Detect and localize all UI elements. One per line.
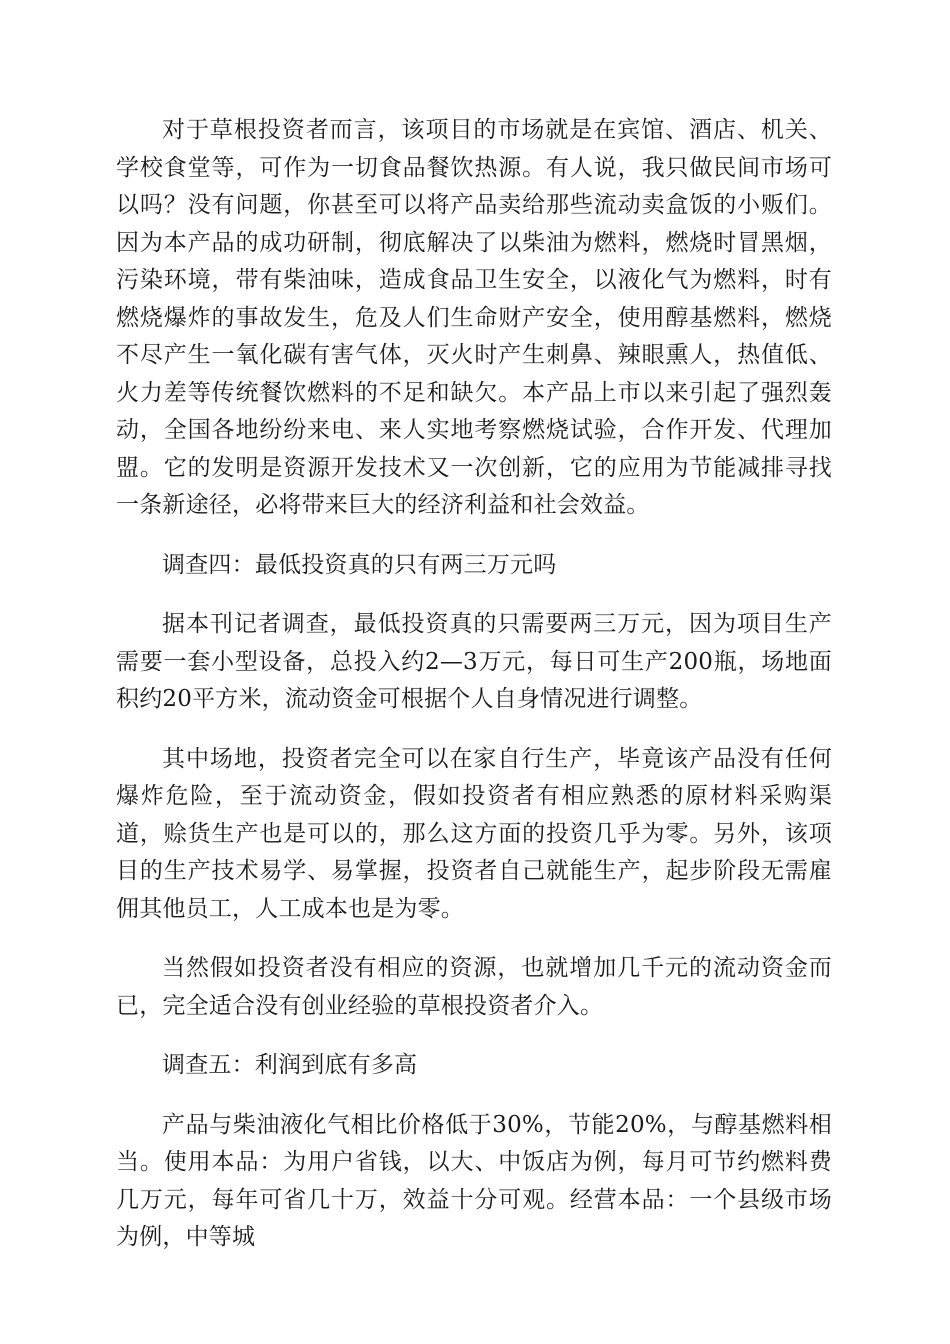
- paragraph-min-investment: 据本刊记者调查，最低投资真的只需要两三万元，因为项目生产需要一套小型设备，总投入约2—3万元，每日可生产200瓶，场地面积约20平方米，流动资金可根据个人自身情况进行调整。: [116, 611, 832, 712]
- document-body: [116, 112, 832, 1257]
- paragraph-no-resources: 当然假如投资者没有相应的资源，也就增加几千元的流动资金而已，完全适合没有创业经验的草根投资者介入。: [116, 955, 832, 1019]
- paragraph-market: 对于草根投资者而言，该项目的市场就是在宾馆、酒店、机关、学校食堂等，可作为一切食品餐饮热源。有人说，我只做民间市场可以吗？没有问题，你甚至可以将产品卖给那些流动卖盒饭的小贩们。因为本产品的成功研制，彻底解决了以柴油为燃料，燃烧时冒黑烟，污染环境，带有柴油味，造成食品卫生安全，以液化气为燃料，时有燃烧爆炸的事故发生，危及人们生命财产安全，使用醇基燃料，燃烧不尽产生一氧化碳有害气体，灭火时产生刺鼻、辣眼熏人，热值低、火力差等传统餐饮燃料的不足和缺欠。本产品上市以来引起了强烈轰动，全国各地纷纷来电、来人实地考察燃烧试验，合作开发、代理加盟。它的发明是资源开发技术又一次创新，它的应用为节能减排寻找一条新途径，必将带来巨大的经济利益和社会效益。: [116, 117, 832, 518]
- heading-survey-four: 调查四：最低投资真的只有两三万元吗: [162, 551, 557, 578]
- heading-survey-five: 调查五：利润到底有多高: [162, 1052, 418, 1078]
- paragraph-profit: 产品与柴油液化气相比价格低于30%，节能20%，与醇基燃料相当。使用本品：为用户省钱，以大、中饭店为例，每月可节约燃料费几万元，每年可省几十万，效益十分可观。经营本品：一个县级市场为例，中等城: [116, 1111, 832, 1250]
- paragraph-site-capital: 其中场地，投资者完全可以在家自行生产，毕竟该产品没有任何爆炸危险，至于流动资金，假如投资者有相应熟悉的原材料采购渠道，赊货生产也是可以的，那么这方面的投资几乎为零。另外，该项目的生产技术易学、易掌握，投资者自己就能生产，起步阶段无需雇佣其他员工，人工成本也是为零。: [116, 745, 832, 922]
